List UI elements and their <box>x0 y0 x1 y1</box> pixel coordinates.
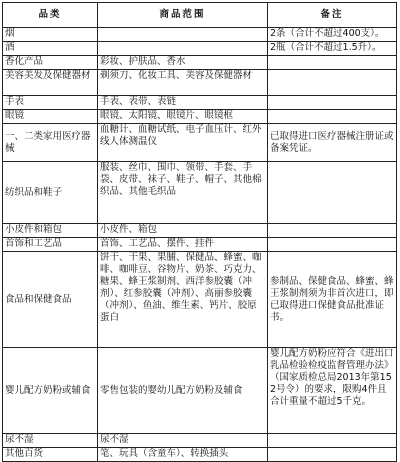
row-notes <box>268 96 397 110</box>
table-row <box>3 238 397 252</box>
row-category: 眼镜 <box>3 110 98 124</box>
row-scope: 尿不湿 <box>98 434 268 448</box>
table-row <box>3 448 397 462</box>
row-scope: 彩妆、护肤品、香水 <box>98 56 268 70</box>
row-notes: 2瓶（合计不超过1.5升）。 <box>268 42 397 56</box>
row-scope: 眼镜、太阳镜、眼镜片、眼镜框 <box>98 110 268 124</box>
row-scope: 剃须刀、化妆工具、美容及保健器材 <box>98 70 268 96</box>
row-category: 纺织品和鞋子 <box>3 162 98 224</box>
row-scope: 笔、玩具（含童车）、转换插头 <box>98 448 268 462</box>
row-notes <box>268 56 397 70</box>
table-row <box>3 110 397 124</box>
row-category: 香化产品 <box>3 56 98 70</box>
table-row <box>3 348 397 434</box>
row-notes <box>268 448 397 462</box>
row-notes <box>268 224 397 238</box>
row-category: 烟 <box>3 28 98 42</box>
row-scope <box>98 42 268 56</box>
table-row <box>3 434 397 448</box>
table-row <box>3 28 397 42</box>
table-row <box>3 162 397 224</box>
table-row <box>3 252 397 348</box>
row-scope: 服装、丝巾、围巾、领带、手套、手袋、皮带、袜子、鞋子、帽子、其他棉织品、其他毛织品 <box>98 162 268 224</box>
row-category: 酒 <box>3 42 98 56</box>
row-category: 小皮件和箱包 <box>3 224 98 238</box>
row-scope: 血糖计、血糖试纸、电子血压计、红外线人体测温仪 <box>98 124 268 162</box>
row-notes <box>268 238 397 252</box>
table-row <box>3 56 397 70</box>
table-row <box>3 124 397 162</box>
row-scope: 零售包装的婴幼儿配方奶粉及辅食 <box>98 348 268 434</box>
row-notes <box>268 162 397 224</box>
row-notes: 参制品、保健食品、蜂蜜、蜂王浆制剂须为非首次进口，即已取得进口保健食品批准证书。 <box>268 252 397 348</box>
row-scope: 首饰、工艺品、摆件、挂件 <box>98 238 268 252</box>
table-row <box>3 42 397 56</box>
row-category: 食品和保健食品 <box>3 252 98 348</box>
table-row <box>3 70 397 96</box>
row-category: 尿不湿 <box>3 434 98 448</box>
header-notes: 备注 <box>268 3 397 28</box>
row-notes <box>268 70 397 96</box>
row-scope: 饼干、干果、果脯、保健品、蜂蜜、咖啡、咖啡豆、谷物片、奶茶、巧克力、糖果、蜂王浆制剂、西洋参胶囊（冲剂）、红参胶囊（冲剂）、高丽参胶囊（冲剂）、鱼油、维生素、钙片、胶原蛋白 <box>98 252 268 348</box>
row-category: 手表 <box>3 96 98 110</box>
row-category: 美容美发及保健器材 <box>3 70 98 96</box>
header-category: 品类 <box>3 3 98 28</box>
row-scope: 小皮件、箱包 <box>98 224 268 238</box>
row-notes <box>268 110 397 124</box>
header-scope: 商品范围 <box>98 3 268 28</box>
row-scope <box>98 28 268 42</box>
table-row <box>3 224 397 238</box>
document-page <box>2 2 396 462</box>
table-row <box>3 96 397 110</box>
row-notes: 已取得进口医疗器械注册证或备案凭证。 <box>268 124 397 162</box>
duty-free-goods-table <box>2 2 397 462</box>
row-category: 婴儿配方奶粉或辅食 <box>3 348 98 434</box>
row-category: 其他百货 <box>3 448 98 462</box>
row-category: 首饰和工艺品 <box>3 238 98 252</box>
row-scope: 手表、表带、表链 <box>98 96 268 110</box>
row-notes: 婴儿配方奶粉应符合《进出口乳品检验检疫监督管理办法》（国家质检总局2013年第152号令）的要求，限购4件且合计重量不超过5千克。 <box>268 348 397 434</box>
table-header-row <box>3 3 397 28</box>
row-notes <box>268 434 397 448</box>
row-category: 一、二类家用医疗器械 <box>3 124 98 162</box>
row-notes: 2条（合计不超过400支）。 <box>268 28 397 42</box>
